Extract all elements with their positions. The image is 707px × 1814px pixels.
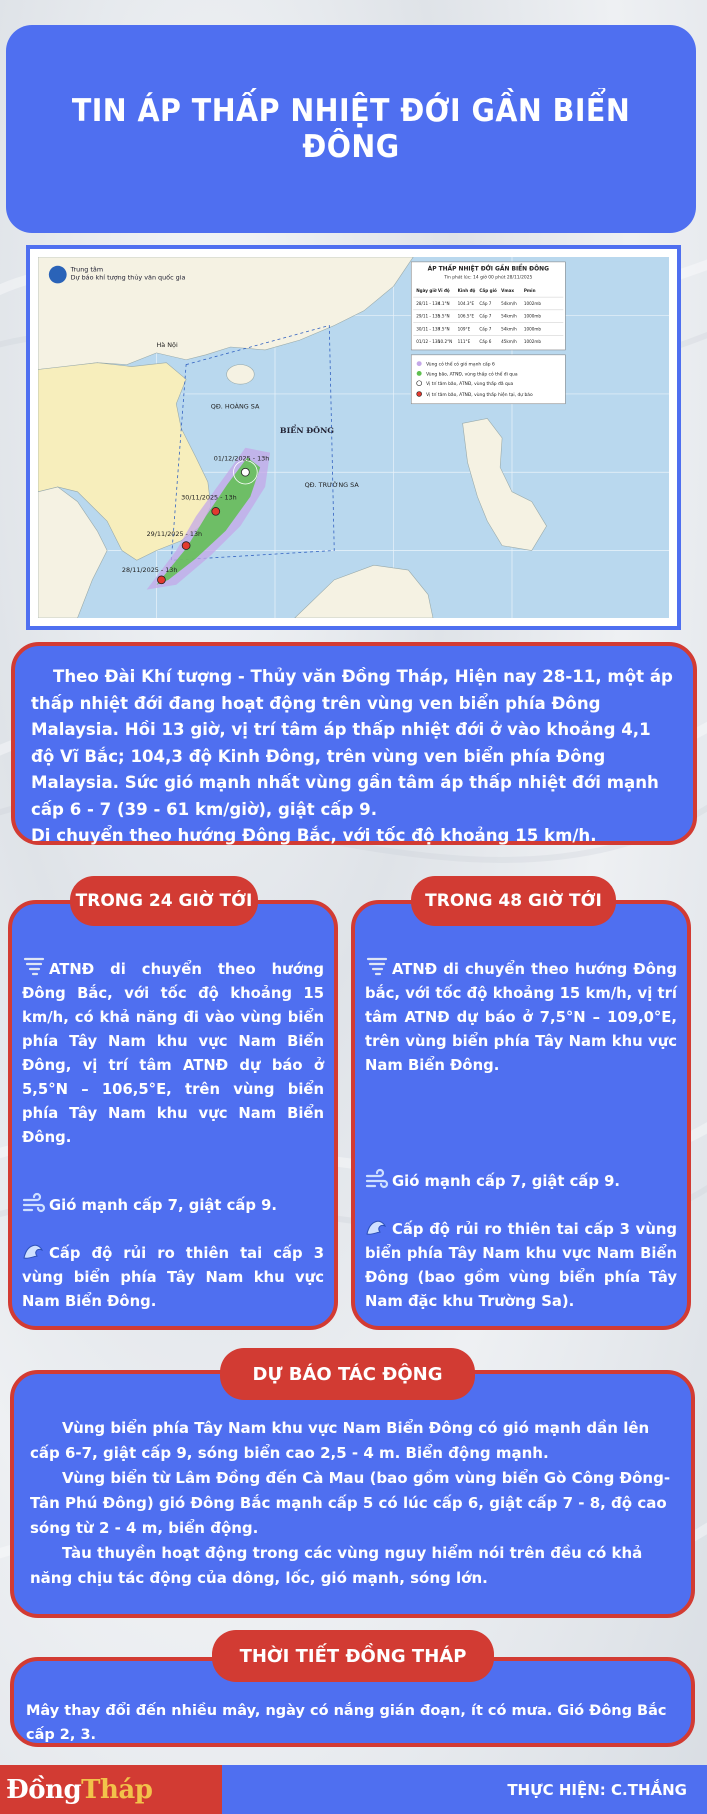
wind-icon [365, 1168, 389, 1190]
table-cell: 1002mb [523, 300, 541, 306]
map-legend [411, 355, 565, 404]
logo-text-part1: Đồng [6, 1774, 82, 1805]
forecast-24h-panel [8, 900, 338, 1330]
storm-track-map [38, 257, 669, 618]
footer [0, 1765, 707, 1814]
table-cell: 29/11 - 13h [416, 313, 441, 319]
label-hoangsa: QĐ. HOÀNG SA [210, 402, 260, 411]
forecast-48-wind: Gió mạnh cấp 7, giật cấp 9. [392, 1173, 621, 1190]
table-subtitle: Tin phát lúc: 14 giờ 00 phút 28/11/2025 [444, 275, 533, 281]
table-cell: Cấp 7 [479, 300, 492, 306]
storm-map [26, 245, 681, 630]
impact-heading: DỰ BÁO TÁC ĐỘNG [220, 1348, 475, 1400]
forecast-48h-heading: TRONG 48 GIỜ TỚI [411, 876, 616, 926]
table-header-cell: Ngày giờ [416, 288, 437, 294]
table-cell: Cấp 7 [479, 326, 492, 332]
intro-text-2: Di chuyển theo hướng Đông Bắc, với tốc độ khoảng 15 km/h. [31, 826, 597, 845]
author-credit: THỰC HIỆN: C.THẮNG [222, 1765, 707, 1814]
table-cell: 106.5°E [457, 313, 475, 319]
table-cell: 1002mb [523, 339, 541, 345]
forecast-24h-heading: TRONG 24 GIỜ TỚI [70, 876, 258, 926]
impact-paragraph: Vùng biển phía Tây Nam khu vực Nam Biển Đông có gió mạnh dần lên cấp 6-7, giật cấp 9, sóng biển cao 2,5 - 4 m. Biển động mạnh. [30, 1419, 650, 1462]
forecast-24-movement: ATNĐ di chuyển theo hướng Đông Bắc, với tốc độ khoảng 15 km/h, có khả năng đi vào vùng biển phía Tây Nam khu vực Nam Biển Đông, vị trí tâm ATNĐ dự báo ở 5,5°N – 106,5°E, trên vùng biển phía Tây Nam khu vực Nam Biển Đông. [22, 961, 324, 1146]
track-label: 01/12/2025 - 13h [213, 454, 270, 463]
table-cell: 4.1°N [437, 300, 450, 306]
legend-item: Vị trí tâm bão, ATNĐ, vùng thấp đã qua [426, 382, 514, 388]
intro-text: Theo Đài Khí tượng - Thủy văn Đồng Tháp, Hiện nay 28-11, một áp thấp nhiệt đới đang hoạt động trên vùng ven biển phía Đông Malaysia. Hồi 13 giờ, vị trí tâm áp thấp nhiệt đới ở vào khoảng 4,1 độ Vĩ Bắc; 104,3 độ Kinh Đông, trên vùng ven biển phía Đông Malaysia. Sức gió mạnh nhất vùng gần tâm áp thấp nhiệt đới mạnh cấp 6 - 7 (39 - 61 km/giờ), giật cấp 9. [31, 667, 673, 819]
label-biendong: BIỂN ĐÔNG [279, 426, 335, 436]
table-cell: 30/11 - 13h [416, 326, 441, 332]
table-cell: 54km/h [501, 300, 517, 306]
track-label: 29/11/2025 - 13h [146, 529, 203, 538]
table-cell: 54km/h [501, 313, 517, 319]
table-cell: Cấp 7 [479, 313, 492, 319]
agency-name-full: Dự báo khí tượng thủy văn quốc gia [70, 273, 186, 282]
table-cell: 45km/h [501, 339, 517, 345]
forecast-48-movement: ATNĐ di chuyển theo hướng Đông bắc, với tốc độ khoảng 15 km/h, vị trí tâm ATNĐ dự báo ở 7,5°N – 109,0°E, trên vùng biển phía Tây Nam khu vực Nam Biển Đông. [365, 961, 677, 1074]
table-header-cell: Kinh độ [457, 288, 476, 294]
table-cell: 104.3°E [457, 300, 475, 306]
table-header-cell: Vmax [501, 288, 515, 294]
movement-item [365, 956, 677, 1078]
intro-panel [11, 642, 697, 845]
legend-item: Vùng có thể có gió mạnh cấp 6 [426, 362, 495, 368]
tornado-icon [22, 956, 46, 978]
forecast-48h-panel [351, 900, 691, 1330]
table-header-cell: Cấp gió [479, 288, 497, 294]
tornado-icon [365, 956, 389, 978]
wind-icon [22, 1192, 46, 1214]
risk-item [365, 1216, 677, 1314]
table-cell: Cấp 6 [479, 339, 492, 345]
table-cell: 10.2°N [437, 339, 453, 345]
wind-item [22, 1192, 324, 1218]
legend-item: Vùng bão, ATNĐ, vùng thấp có thể đi qua [426, 372, 518, 378]
impact-paragraph: Tàu thuyền hoạt động trong các vùng nguy hiểm nói trên đều có khả năng chịu tác động của dông, lốc, gió mạnh, sóng lớn. [30, 1544, 643, 1587]
table-cell: 5.5°N [437, 313, 450, 319]
track-label: 30/11/2025 - 13h [181, 493, 237, 502]
legend-item: Vị trí tâm bão, ATNĐ, vùng thấp hiện tại, dự báo [426, 392, 533, 398]
table-title: ÁP THẤP NHIỆT ĐỚI GẦN BIỂN ĐÔNG [427, 266, 549, 273]
table-cell: 109°E [457, 326, 471, 332]
risk-item [22, 1240, 324, 1314]
label-truongsa: QĐ. TRƯỜNG SA [304, 480, 359, 489]
label-hanoi: Hà Nội [156, 341, 178, 349]
table-cell: 1000mb [523, 313, 541, 319]
wave-icon [365, 1216, 389, 1238]
movement-item [22, 956, 324, 1150]
table-header-cell: Vĩ độ [437, 288, 450, 294]
impact-panel [10, 1370, 695, 1618]
wind-item [365, 1168, 677, 1194]
table-cell: 28/11 - 13h [416, 300, 441, 306]
table-cell: 01/12 - 13h [416, 339, 441, 345]
storm-info-table [411, 262, 565, 350]
agency-logo-icon [49, 266, 67, 284]
forecast-24-risk: Cấp độ rủi ro thiên tai cấp 3 vùng biển phía Tây Nam khu vực Nam Biển Đông. [22, 1245, 324, 1310]
forecast-24-wind: Gió mạnh cấp 7, giật cấp 9. [49, 1197, 278, 1214]
page-title: TIN ÁP THẤP NHIỆT ĐỚI GẦN BIỂN ĐÔNG [71, 93, 631, 165]
dong-thap-logo [0, 1765, 222, 1814]
table-cell: 111°E [457, 339, 471, 345]
title-banner [6, 25, 696, 233]
table-cell: 54km/h [501, 326, 517, 332]
table-cell: 7.5°N [437, 326, 450, 332]
impact-paragraph: Vùng biển từ Lâm Đồng đến Cà Mau (bao gồm vùng biển Gò Công Đông-Tân Phú Đông) gió Đông Bắc mạnh cấp 5 có lúc cấp 6, giật cấp 7 - 8, độ cao sóng từ 2 - 4 m, biển động. [30, 1469, 671, 1537]
table-cell: 1000mb [523, 326, 541, 332]
table-header-cell: Pmin [523, 288, 536, 294]
logo-text-part2: Tháp [81, 1774, 153, 1805]
forecast-48-risk: Cấp độ rủi ro thiên tai cấp 3 vùng biển phía Tây Nam khu vực Nam Biển Đông (bao gồm vùng biển phía Tây Nam đặc khu Trường Sa). [365, 1221, 677, 1310]
weather-text: Mây thay đổi đến nhiều mây, ngày có nắng gián đoạn, ít có mưa. Gió Đông Bắc cấp 2, 3. [26, 1703, 667, 1743]
track-label: 28/11/2025 - 13h [121, 566, 178, 575]
wave-icon [22, 1240, 46, 1262]
weather-heading: THỜI TIẾT ĐỒNG THÁP [212, 1630, 494, 1682]
agency-name: Trung tâm [70, 265, 104, 274]
